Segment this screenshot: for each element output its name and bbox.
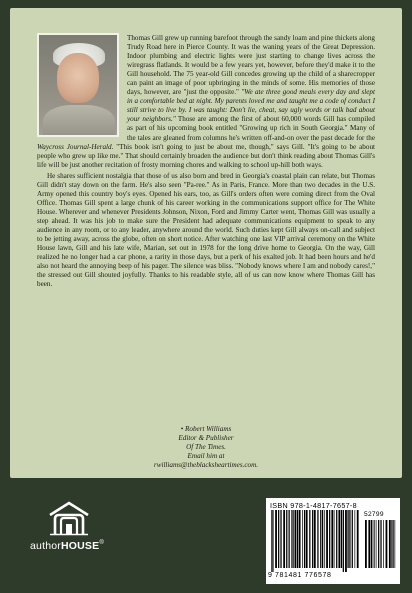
barcode-bar	[299, 510, 301, 568]
barcode-bar	[380, 520, 381, 568]
barcode-bar	[291, 510, 292, 568]
barcode-bar	[334, 510, 335, 568]
ean-bars	[270, 510, 360, 572]
credit-email: rwilliams@theblacksheartimes.com.	[153, 461, 259, 470]
authorhouse-logo-icon	[46, 500, 92, 536]
barcode-bar	[338, 510, 340, 568]
barcode-bar	[324, 510, 325, 568]
barcode-bar	[374, 520, 375, 568]
credit-publication: Of The Times.	[186, 443, 226, 452]
barcode-bar	[314, 510, 316, 568]
photo-spacer	[37, 34, 127, 142]
isbn-barcode	[266, 498, 400, 584]
price-code: 52799	[364, 511, 384, 518]
barcode-bar	[271, 510, 272, 572]
credit-email-label: Email him at	[187, 452, 225, 461]
run: Thomas Gill grew up running barefoot through the sandy loam and pine thickets along Trudy Road here in Pierce County. It was the waning years of the Great Depression. Indoor plumbing and electric lights were just starting to change lives across the wiregrass flatlands. It would be a few years yet, however, before they'd make it to the Gill household. The 75 year-old Gill concedes growing up the child of a sharecropper can paint an image of poor upbringing in the minds of some. His memories of those days, however, are "just the opposite."	[127, 34, 375, 97]
barcode-bar	[378, 520, 379, 568]
barcode-bar	[393, 520, 394, 568]
barcode-bar	[389, 520, 391, 568]
barcode-bar	[343, 510, 344, 572]
barcode-bar	[329, 510, 330, 568]
run: Those are among the first of about 60,000 words Gill has compiled as part of his upcoming book entitled "Growing up rich in South Georgia." Many of the tales are gleaned from columns he's written off-and-on over the past decade for the	[127, 115, 375, 142]
barcode-bar	[357, 510, 359, 568]
barcode-bar	[272, 510, 273, 572]
reviewer-credit	[0, 425, 412, 470]
barcode-bar	[278, 510, 279, 568]
barcode-bar	[320, 510, 321, 568]
barcode-bar	[355, 510, 356, 568]
publisher-wordmark	[30, 540, 116, 552]
barcode-bar	[289, 510, 290, 568]
barcode-bar	[331, 510, 333, 568]
barcode-bar	[365, 520, 367, 568]
barcode-bar	[386, 520, 388, 568]
barcode-bar	[317, 510, 318, 568]
ean-digits: 9 781481 776578	[268, 572, 332, 579]
barcode-bar	[368, 520, 370, 568]
barcode-bar	[295, 510, 297, 568]
barcode-bar	[322, 510, 323, 568]
barcode-bar	[304, 510, 305, 568]
barcode-bar	[309, 510, 310, 568]
registered-mark: ®	[99, 540, 104, 546]
run: He shares sufficient nostalgia that those of us also born and bred in Georgia's coastal plain can relate, but Thomas Gill didn't stay down on the farm. He's also seen "Pa-ree." As in Paris, France. More than two decades in the U.S. Army opened this country boy's eyes. Opened his ears, too, as Gill's orders often were coming direct from the Oval Office. Thomas Gill spent a large chunk of his career working in the communications support office for The White House. Wherever and whenever Presidents Johnson, Nixon, Ford and Jimmy Carter went, Thomas Gill was usually a step ahead. It was his job to make sure the President had adequate communications equipment to speak to any audience in any room, or to any leader, anywhere around the world. Such duties kept Gill always on-call and subject to be jetting away, across the globe, often on short notice. After watching one last VIP arrival ceremony on the White House lawn, Gill and his late wife, Marian, set out in 1978 for the long drive home to Georgia. On the way, Gill realized he no longer had a car phone, a rarity in those days, but a perk of his exalted job. It had been hours and he'd also not heard the annoying beep of his pager. The silence was bliss. "Nobody knows where I am and nobody cares!," the stressed out Gill shouted joyfully. Thanks to his readable style, all of us can now know where Thomas Gill has been.	[37, 171, 375, 289]
barcode-bar	[286, 510, 287, 568]
credit-title: Editor & Publisher	[178, 434, 234, 443]
barcode-bar	[371, 520, 372, 568]
barcode-bar	[297, 510, 298, 568]
barcode-bar	[352, 510, 353, 568]
run: "This book isn't going to just be about me, though," says Gill. "It's going to be about people who grew up like me." That should certainly broaden the audience but don't think reading about Thomas Gill's life will be just another recitation of frosty morning chores and walking to school up-hill both ways.	[37, 142, 375, 169]
barcode-bar	[376, 520, 377, 568]
wordmark-author: author	[30, 540, 61, 552]
blurb-text	[37, 34, 375, 289]
barcode-bar	[349, 510, 350, 568]
barcode-bar	[383, 520, 384, 568]
newspaper-title: Waycross Journal-Herald.	[37, 142, 114, 151]
barcode-bar	[283, 510, 285, 568]
barcode-bar	[373, 520, 374, 568]
credit-name: • Robert Williams	[180, 425, 232, 433]
barcode-bar	[341, 510, 342, 568]
barcode-bar	[326, 510, 328, 568]
barcode-bar	[306, 510, 308, 568]
quote-run: "We ate three good meals every day and slept in a comfortable bed at night. My parents loved me and taught me a code of conduct I still strive to live by. I was taught: Don't lie, cheat, say ugly words or talk bad about your neighbors."	[127, 88, 375, 124]
publisher-logo	[30, 500, 110, 558]
barcode-bar	[312, 510, 313, 568]
wordmark-house: HOUSE	[60, 540, 100, 552]
barcode-bar	[395, 520, 396, 568]
barcode-bar	[336, 510, 337, 568]
barcode-bar	[345, 510, 347, 572]
barcode-bar	[347, 510, 348, 568]
paragraph-2	[37, 172, 375, 290]
isbn-text: ISBN 978-1-4817-7657-8	[270, 501, 357, 510]
barcode-bar	[302, 510, 303, 568]
barcode-bar	[280, 510, 281, 568]
barcode-bar	[391, 520, 392, 568]
price-bars	[364, 520, 396, 572]
barcode-bar	[275, 510, 277, 568]
barcode-bar	[293, 510, 294, 568]
